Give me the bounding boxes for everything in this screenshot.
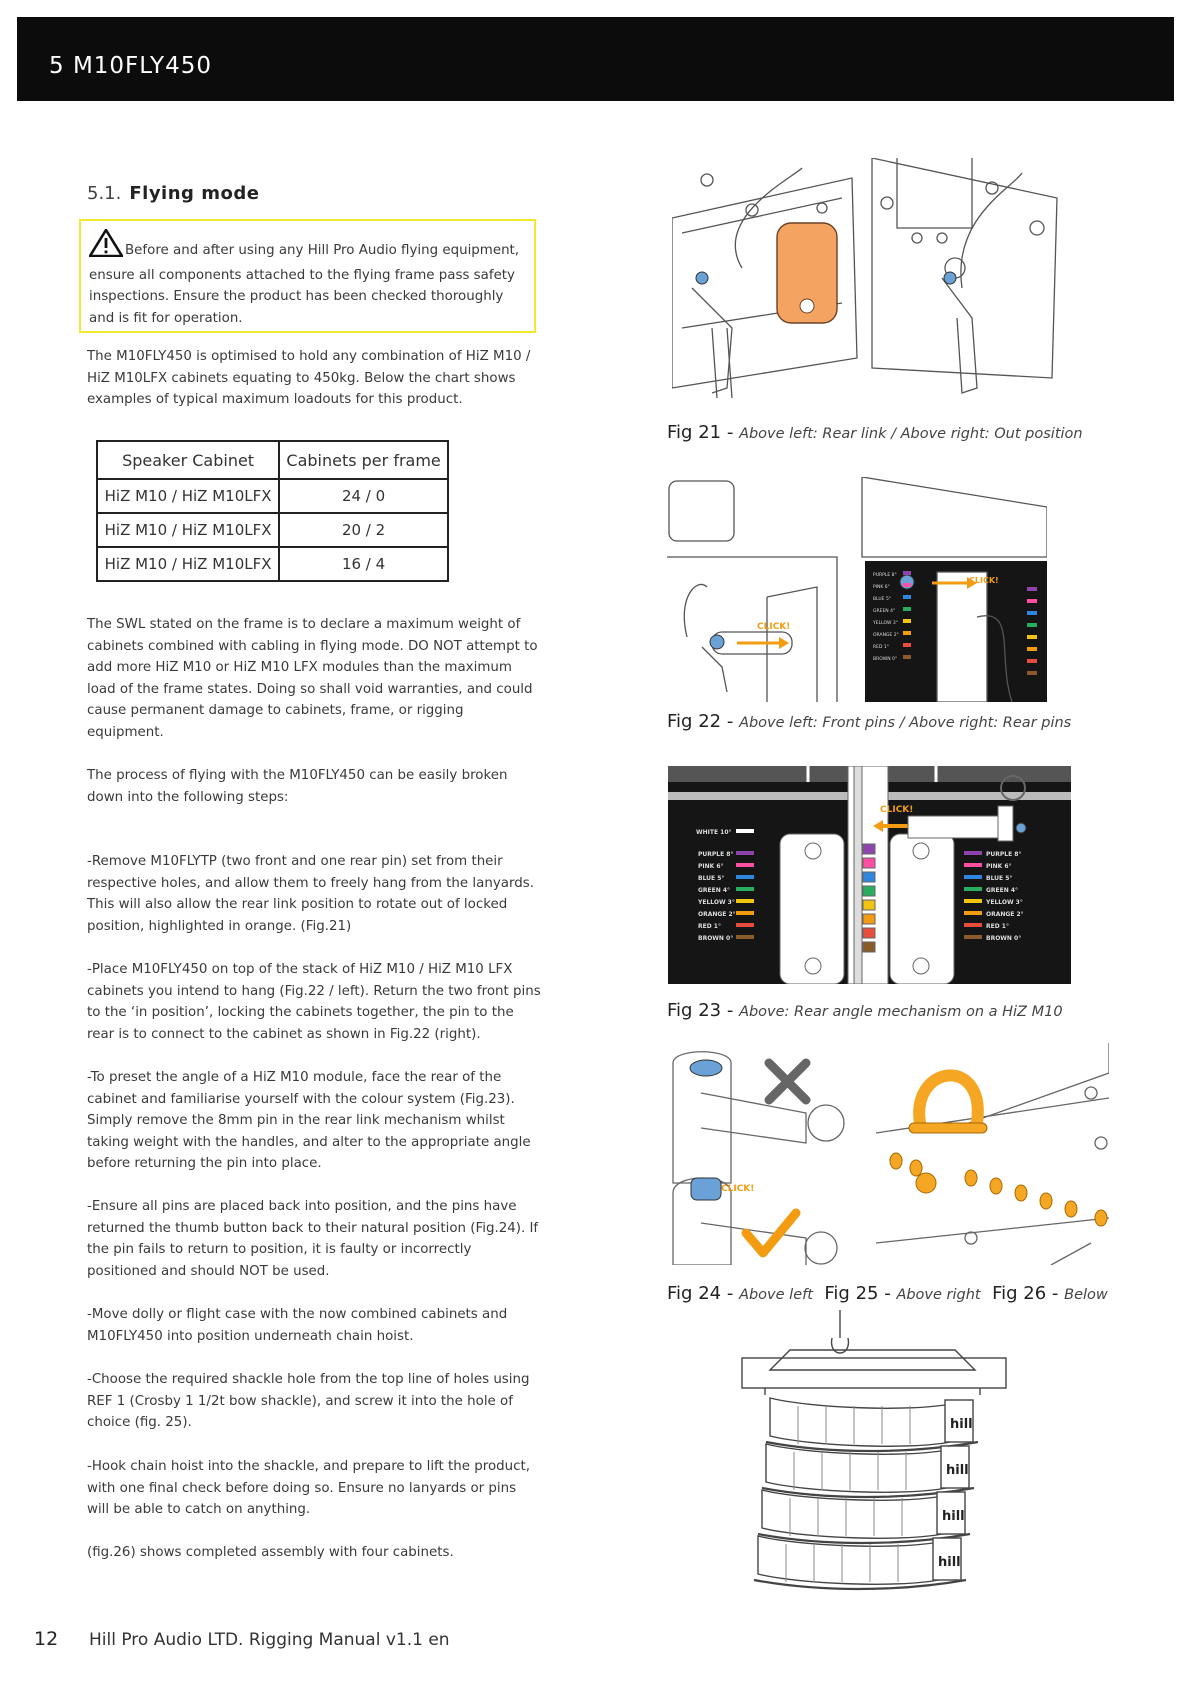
colour-swatch (736, 875, 754, 879)
colour-swatch (903, 643, 911, 647)
colour-swatch (903, 619, 911, 623)
colour-swatch (903, 655, 911, 659)
table-header-cell: Cabinets per frame (279, 441, 448, 479)
figure-description: Below (1064, 1287, 1108, 1303)
colour-label: BROWN 0° (873, 657, 898, 662)
colour-label: ORANGE 2° (698, 911, 736, 918)
colour-swatch (1027, 635, 1037, 639)
colour-strip-segment (863, 900, 875, 910)
colour-label: YELLOW 3° (698, 899, 735, 906)
table-header-cell: Speaker Cabinet (97, 441, 279, 479)
colour-swatch (964, 887, 982, 891)
table-cell: HiZ M10 / HiZ M10LFX (97, 547, 279, 581)
colour-strip-segment (863, 886, 875, 896)
colour-label: PINK 6° (986, 863, 1012, 870)
page-header (17, 17, 1174, 101)
colour-swatch (964, 911, 982, 915)
colour-label: ORANGE 2° (986, 911, 1024, 918)
colour-swatch (736, 829, 754, 833)
hill-logo: hill (938, 1555, 961, 1570)
incorrect-cross-icon (769, 1063, 806, 1100)
footer-text: Hill Pro Audio LTD. Rigging Manual v1.1 en (89, 1630, 450, 1650)
colour-swatch (903, 595, 911, 599)
colour-label: RED 1° (698, 923, 721, 930)
figure-label: Fig 21 (667, 422, 722, 443)
colour-strip-segment (863, 928, 875, 938)
fig22-illustration (667, 477, 1047, 706)
click-label: CLICK! (880, 805, 914, 815)
colour-swatch (1027, 671, 1037, 675)
figure-label: Fig 25 (824, 1283, 879, 1304)
fig23-illustration (668, 766, 1071, 988)
colour-label: RED 1° (873, 645, 889, 650)
section-name: Flying mode (129, 183, 260, 204)
colour-label: WHITE 10° (696, 829, 732, 836)
colour-swatch (1027, 647, 1037, 651)
warning-text: Before and after using any Hill Pro Audio flying equipment, ensure all components attached to the flying frame pass safety inspections. Ensure the product has been checked thoroughly and is fit for operation. (89, 243, 520, 326)
click-label: CLICK! (757, 622, 791, 632)
colour-swatch (964, 863, 982, 867)
colour-label: PINK 6° (873, 585, 890, 590)
step-2-paragraph: -Place M10FLY450 on top of the stack of HiZ M10 / HiZ M10 LFX cabinets you intend to hang (Fig.22 / left). Return the two front pins to the ‘in position’, locking the cabinets together, the pin to the rear is to connect to the cabinet as shown in Fig.22 (right). (87, 962, 541, 1042)
colour-label: BLUE 5° (698, 875, 725, 882)
table-cell: 24 / 0 (279, 479, 448, 513)
colour-strip-segment (863, 858, 875, 868)
colour-label: ORANGE 2° (873, 633, 899, 638)
colour-label: BROWN 0° (986, 935, 1022, 942)
figure-description: Above: Rear angle mechanism on a HiZ M10 (739, 1004, 1063, 1020)
colour-swatch (1027, 587, 1037, 591)
colour-swatch (964, 935, 982, 939)
colour-swatch (736, 899, 754, 903)
colour-strip-segment (863, 914, 875, 924)
table-row (97, 513, 448, 547)
step-7-paragraph: -Hook chain hoist into the shackle, and prepare to lift the product, with one final check before doing so. Ensure no lanyards or pins will be able to catch on anything. (87, 1459, 531, 1518)
click-label: CLICK! (969, 576, 999, 585)
step-5-paragraph: -Move dolly or flight case with the now combined cabinets and M10FLY450 into position underneath chain hoist. (87, 1307, 508, 1344)
colour-label: YELLOW 3° (986, 899, 1023, 906)
colour-swatch (964, 875, 982, 879)
header-title: 5 M10FLY450 (49, 53, 212, 79)
figure-label: Fig 24 (667, 1283, 722, 1304)
colour-label: PINK 6° (698, 863, 724, 870)
colour-label: RED 1° (986, 923, 1009, 930)
colour-label: GREEN 4° (873, 609, 896, 614)
fig23-caption: Fig 23 - Above: Rear angle mechanism on a HiZ M10 (667, 1000, 1063, 1021)
fig24-25-illustration (671, 1043, 1109, 1269)
click-label: CLICK! (721, 1184, 755, 1194)
fig22-caption: Fig 22 - Above left: Front pins / Above right: Rear pins (667, 711, 1072, 732)
colour-label: GREEN 4° (986, 887, 1019, 894)
table-cell: 20 / 2 (279, 513, 448, 547)
warning-triangle-icon (89, 229, 123, 265)
colour-swatch (964, 851, 982, 855)
colour-swatch (964, 899, 982, 903)
colour-swatch (1027, 599, 1037, 603)
figure-description: Above left: Front pins / Above right: Rear pins (739, 715, 1072, 731)
intro-paragraph: The M10FLY450 is optimised to hold any combination of HiZ M10 / HiZ M10LFX cabinets equating to 450kg. Below the chart shows examples of typical maximum loadouts for this product. (87, 349, 531, 408)
step-3-paragraph: -To preset the angle of a HiZ M10 module, face the rear of the cabinet and familiarise yourself with the colour system (Fig.23). Simply remove the 8mm pin in the rear link mechanism whilst taking weight with the handles, and alter to the appropriate angle before returning the pin into place. (87, 1070, 531, 1172)
table-header-row (97, 441, 448, 479)
step-4-paragraph: -Ensure all pins are placed back into position, and the pins have returned the thumb button back to their natural position (Fig.24). If the pin fails to return to position, it is faulty or incorrectly positioned and should NOT be used. (87, 1199, 539, 1279)
swl-paragraph: The SWL stated on the frame is to declare a maximum weight of cabinets combined with cabling in flying mode. DO NOT attempt to add more HiZ M10 or HiZ M10 LFX modules than the maximum load of the frame states. Doing so shall void warranties, and could cause permanent damage to cabinets, frame, or rigging equipment. (87, 617, 538, 740)
loadout-table (96, 440, 449, 582)
colour-swatch (903, 571, 911, 575)
table-row (97, 547, 448, 581)
colour-swatch (964, 923, 982, 927)
fig26-illustration (740, 1310, 1010, 1599)
step-1-paragraph: -Remove M10FLYTP (two front and one rear pin) set from their respective holes, and allow them to freely hang from the lanyards. This will also allow the rear link position to rotate out of locked position, highlighted in orange. (Fig.21) (87, 854, 534, 934)
figure-description: Above left: Rear link / Above right: Out position (739, 426, 1083, 442)
colour-swatch (903, 631, 911, 635)
table-cell: HiZ M10 / HiZ M10LFX (97, 513, 279, 547)
colour-label: GREEN 4° (698, 887, 731, 894)
hill-logo: hill (946, 1463, 969, 1478)
section-number: 5.1. (87, 183, 122, 204)
table-cell: HiZ M10 / HiZ M10LFX (97, 479, 279, 513)
colour-label: BLUE 5° (873, 597, 892, 602)
figure-description: Above left (739, 1287, 813, 1303)
figure-label: Fig 22 (667, 711, 722, 732)
colour-strip-segment (863, 942, 875, 952)
step-6-paragraph: -Choose the required shackle hole from the top line of holes using REF 1 (Crosby 1 1/2t bow shackle), and screw it into the hole of choice (fig. 25). (87, 1372, 530, 1431)
colour-swatch (1027, 659, 1037, 663)
hill-logo: hill (950, 1417, 973, 1432)
colour-swatch (736, 863, 754, 867)
table-row (97, 479, 448, 513)
colour-label: BROWN 0° (698, 935, 734, 942)
step-8-paragraph: (fig.26) shows completed assembly with four cabinets. (87, 1545, 454, 1560)
colour-label: PURPLE 8° (698, 851, 734, 858)
colour-swatch (1027, 611, 1037, 615)
colour-label: BLUE 5° (986, 875, 1013, 882)
colour-swatch (736, 911, 754, 915)
cabinet (770, 1398, 950, 1446)
hill-logo: hill (942, 1509, 965, 1524)
colour-strip-segment (863, 844, 875, 854)
colour-swatch (736, 887, 754, 891)
table-cell: 16 / 4 (279, 547, 448, 581)
colour-swatch (903, 583, 911, 587)
section-title (87, 183, 259, 204)
figure-label: Fig 23 (667, 1000, 722, 1021)
figure-label: Fig 26 (992, 1283, 1047, 1304)
colour-label: PURPLE 8° (986, 851, 1022, 858)
colour-label: PURPLE 8° (873, 573, 897, 578)
figure-description: Above right (896, 1287, 981, 1303)
fig24-25-26-caption: Fig 24 - Above left Fig 25 - Above right Fig 26 - Below (667, 1283, 1108, 1304)
colour-strip-segment (863, 872, 875, 882)
colour-swatch (903, 607, 911, 611)
process-paragraph: The process of flying with the M10FLY450 can be easily broken down into the following steps: (87, 768, 508, 805)
shackle-icon (919, 1075, 978, 1128)
colour-swatch (736, 851, 754, 855)
fig21-caption: Fig 21 - Above left: Rear link / Above right: Out position (667, 422, 1083, 443)
colour-swatch (1027, 623, 1037, 627)
page-number: 12 (34, 1628, 59, 1650)
colour-swatch (736, 923, 754, 927)
safety-warning-box (79, 219, 536, 333)
fig21-illustration (672, 158, 1062, 402)
colour-label: YELLOW 3° (873, 621, 898, 626)
colour-swatch (736, 935, 754, 939)
